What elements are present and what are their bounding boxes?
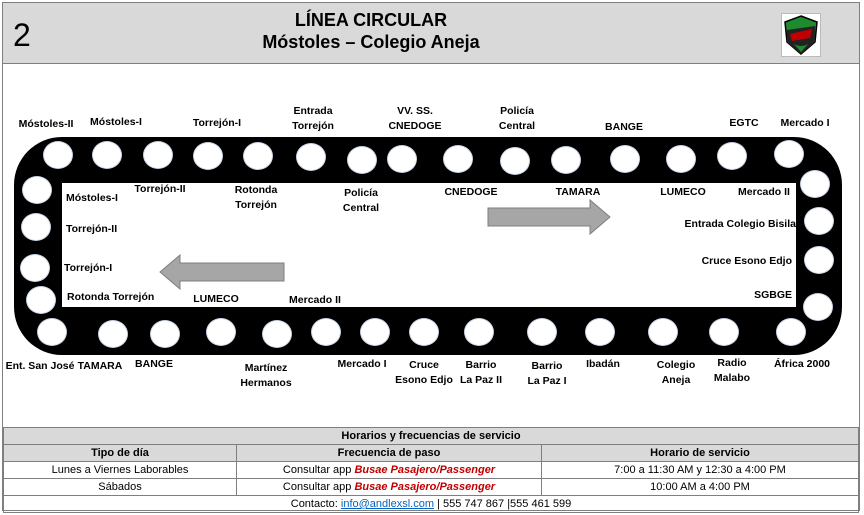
hours-cell: 10:00 AM a 4:00 PM bbox=[542, 479, 859, 496]
route-number: 2 bbox=[13, 17, 31, 53]
stop-label: SGBGE bbox=[754, 289, 792, 301]
stop-label: Colegio Aneja bbox=[656, 359, 696, 386]
stop-label: VV. SS. CNEDOGE bbox=[388, 105, 442, 132]
stop-label: Cruce Esono Edjo bbox=[701, 255, 792, 267]
stop-marker bbox=[150, 320, 180, 348]
frequency-prefix: Consultar app bbox=[282, 464, 355, 476]
stop-marker bbox=[709, 318, 739, 346]
stop-label: Cruce Esono Edjo bbox=[395, 359, 453, 386]
contact-phones: | 555 747 867 |555 461 599 bbox=[434, 498, 572, 510]
stop-label: Torrejón-II bbox=[66, 223, 118, 235]
stop-marker bbox=[347, 146, 377, 174]
logo-emblem-icon bbox=[782, 14, 820, 56]
stop-marker bbox=[774, 140, 804, 168]
stop-label: Policía Central bbox=[498, 105, 536, 132]
stop-marker bbox=[311, 318, 341, 346]
column-header: Tipo de día bbox=[4, 445, 237, 462]
stop-label: TAMARA bbox=[77, 360, 123, 372]
stop-marker bbox=[776, 318, 806, 346]
stop-label: EGTC bbox=[729, 117, 759, 129]
stop-marker bbox=[92, 141, 122, 169]
stop-label: BANGE bbox=[605, 121, 643, 133]
header bbox=[3, 3, 859, 64]
stop-label: TAMARA bbox=[555, 186, 601, 198]
route-title bbox=[3, 9, 739, 53]
stop-label: Móstoles-I bbox=[66, 192, 118, 204]
frequency-cell bbox=[237, 462, 542, 479]
stop-label: Móstoles-I bbox=[90, 116, 142, 128]
stop-marker bbox=[409, 318, 439, 346]
day-type-cell: Sábados bbox=[4, 479, 237, 496]
day-type-cell: Lunes a Viernes Laborables bbox=[4, 462, 237, 479]
stop-marker bbox=[666, 145, 696, 173]
stop-label: LUMECO bbox=[193, 293, 239, 305]
stop-label: Martínez Hermanos bbox=[240, 362, 292, 389]
company-logo bbox=[781, 13, 821, 57]
title-line-2: Móstoles – Colegio Aneja bbox=[262, 32, 480, 52]
frequency-prefix: Consultar app bbox=[282, 481, 355, 493]
stop-label: Ent. San José bbox=[5, 360, 75, 372]
stop-marker bbox=[648, 318, 678, 346]
stop-label: África 2000 bbox=[773, 358, 831, 370]
stop-label: Torrejón-I bbox=[192, 117, 242, 129]
stop-label: Torrejón-I bbox=[64, 262, 113, 274]
stop-marker bbox=[98, 320, 128, 348]
schedule-caption: Horarios y frecuencias de servicio bbox=[4, 428, 859, 445]
stop-label: Mercado II bbox=[738, 186, 790, 198]
stop-label: Torrejón-II bbox=[134, 183, 186, 195]
hours-cell: 7:00 a 11:30 AM y 12:30 a 4:00 PM bbox=[542, 462, 859, 479]
stop-marker bbox=[610, 145, 640, 173]
stop-marker bbox=[800, 170, 830, 198]
stop-marker bbox=[443, 145, 473, 173]
stop-label: Rotonda Torrejón bbox=[67, 291, 155, 303]
stop-marker bbox=[296, 143, 326, 171]
stop-label: Mercado I bbox=[337, 358, 387, 370]
stop-label: Barrio La Paz I bbox=[527, 360, 567, 387]
stop-marker bbox=[206, 318, 236, 346]
arrow-left-icon bbox=[158, 253, 286, 291]
column-header: Horario de servicio bbox=[542, 445, 859, 462]
stop-label: CNEDOGE bbox=[444, 186, 498, 198]
contact-row bbox=[4, 496, 859, 513]
stop-marker bbox=[527, 318, 557, 346]
stop-label: Policía Central bbox=[342, 187, 380, 214]
stop-marker bbox=[585, 318, 615, 346]
stop-marker bbox=[500, 147, 530, 175]
stop-marker bbox=[43, 141, 73, 169]
stop-label: Entrada Colegio Bisila bbox=[684, 218, 796, 230]
stop-label: Ibadán bbox=[586, 358, 620, 370]
stop-label: Radio Malabo bbox=[713, 357, 751, 384]
app-name: Busae Pasajero/Passenger bbox=[354, 481, 496, 493]
column-header: Frecuencia de paso bbox=[237, 445, 542, 462]
stop-label: Barrio La Paz II bbox=[459, 359, 502, 386]
stop-label: BANGE bbox=[135, 358, 173, 370]
app-name: Busae Pasajero/Passenger bbox=[354, 464, 496, 476]
contact-label: Contacto: bbox=[290, 498, 341, 510]
stop-marker bbox=[193, 142, 223, 170]
frequency-cell bbox=[237, 479, 542, 496]
stop-marker bbox=[387, 145, 417, 173]
stop-marker bbox=[37, 318, 67, 346]
contact-email-link[interactable]: info@andlexsl.com bbox=[340, 498, 434, 510]
table-row bbox=[4, 479, 859, 496]
arrow-right-icon bbox=[486, 198, 612, 236]
stop-marker bbox=[717, 142, 747, 170]
stop-label: Móstoles-II bbox=[18, 118, 74, 130]
stop-label: Entrada Torrejón bbox=[292, 105, 334, 132]
stop-marker bbox=[804, 207, 834, 235]
title-line-1: LÍNEA CIRCULAR bbox=[294, 10, 448, 30]
stop-label: LUMECO bbox=[660, 186, 706, 198]
table-row bbox=[4, 462, 859, 479]
stop-marker bbox=[551, 146, 581, 174]
stop-marker bbox=[21, 213, 51, 241]
stop-label: Mercado I bbox=[780, 117, 830, 129]
stop-marker bbox=[20, 254, 50, 282]
stop-marker bbox=[464, 318, 494, 346]
stop-marker bbox=[143, 141, 173, 169]
stop-marker bbox=[22, 176, 52, 204]
stop-marker bbox=[262, 320, 292, 348]
schedule-table bbox=[3, 427, 859, 513]
stop-marker bbox=[804, 246, 834, 274]
stop-marker bbox=[360, 318, 390, 346]
stop-marker bbox=[803, 293, 833, 321]
stop-label: Rotonda Torrejón bbox=[234, 184, 278, 211]
stop-label: Mercado II bbox=[289, 294, 341, 306]
stop-marker bbox=[26, 286, 56, 314]
stop-marker bbox=[243, 142, 273, 170]
